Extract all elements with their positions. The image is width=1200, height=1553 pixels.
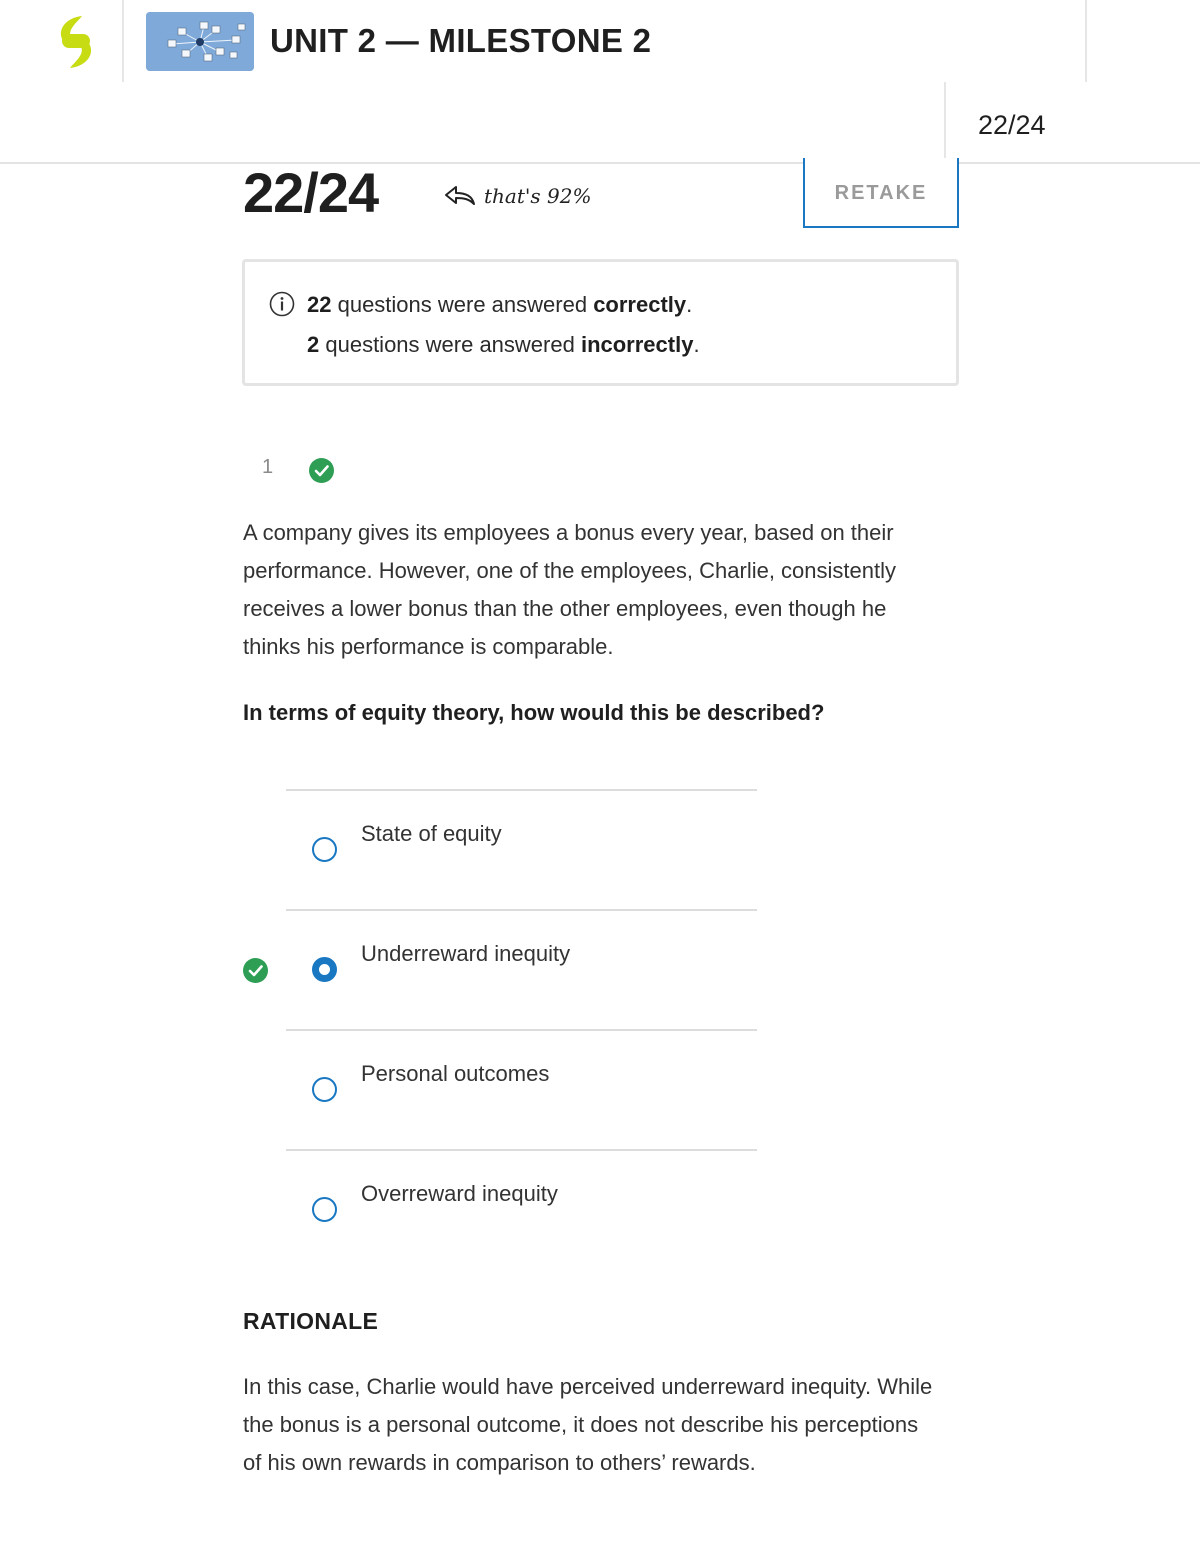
correct-word: correctly (593, 292, 687, 317)
header-divider-right (1085, 0, 1087, 82)
question-number: 1 (262, 456, 274, 478)
answer-option-label: State of equity (361, 821, 502, 846)
correct-summary-text: questions were answered (331, 292, 594, 317)
answer-option[interactable] (286, 1029, 757, 1149)
answer-option-label: Underreward inequity (361, 941, 571, 966)
answer-option-selected[interactable] (286, 909, 757, 1029)
correct-check-icon (308, 457, 335, 484)
incorrect-summary-text: questions were answered (319, 332, 581, 357)
answer-option-label: Personal outcomes (361, 1061, 550, 1086)
radio-button[interactable] (312, 837, 337, 862)
info-icon (269, 291, 295, 317)
radio-button[interactable] (312, 1077, 337, 1102)
curved-arrow-icon (444, 184, 476, 208)
score-indicator: 22/24 (978, 110, 1046, 140)
score-bar-divider (944, 82, 946, 164)
incorrect-count: 2 (307, 332, 320, 357)
page-title: UNIT 2 — MILESTONE 2 (270, 22, 652, 59)
top-header (0, 0, 1200, 82)
radio-button[interactable] (312, 1197, 337, 1222)
question-prompt: In terms of equity theory, how would this be described? (243, 700, 825, 725)
rationale-text: In this case, Charlie would have perceived underreward inequity. While the bonus is a personal outcome, it does not describe his perceptions of his own rewards in comparison to others’ rewards. (243, 1374, 933, 1475)
correct-summary (307, 292, 692, 318)
incorrect-word: incorrectly (580, 332, 694, 357)
results-summary-box (242, 259, 959, 386)
score-display: 22/24 (243, 161, 379, 224)
network-diagram-thumbnail (146, 12, 254, 71)
retake-button[interactable]: RETAKE (803, 158, 959, 228)
correct-count: 22 (307, 292, 332, 317)
period: . (686, 292, 693, 317)
incorrect-summary (307, 332, 700, 358)
period: . (693, 332, 700, 357)
sophia-logo-icon[interactable] (52, 14, 100, 70)
rationale-heading: RATIONALE (243, 1308, 379, 1334)
question-text: A company gives its employees a bonus every year, based on their performance. However, one of the employees, Charlie, consistently receives a lower bonus than the other employees, even though he thinks his performance is comparable. (243, 520, 896, 659)
score-bar (0, 82, 1200, 164)
answer-option[interactable] (286, 789, 757, 909)
answer-option-label: Overreward inequity (361, 1181, 558, 1206)
percent-note-text: that's 92% (484, 184, 592, 208)
header-divider (122, 0, 124, 82)
radio-button-selected[interactable] (312, 957, 337, 982)
correct-answer-check-icon (242, 957, 269, 984)
percent-note (444, 184, 591, 208)
answer-option[interactable] (286, 1149, 757, 1269)
